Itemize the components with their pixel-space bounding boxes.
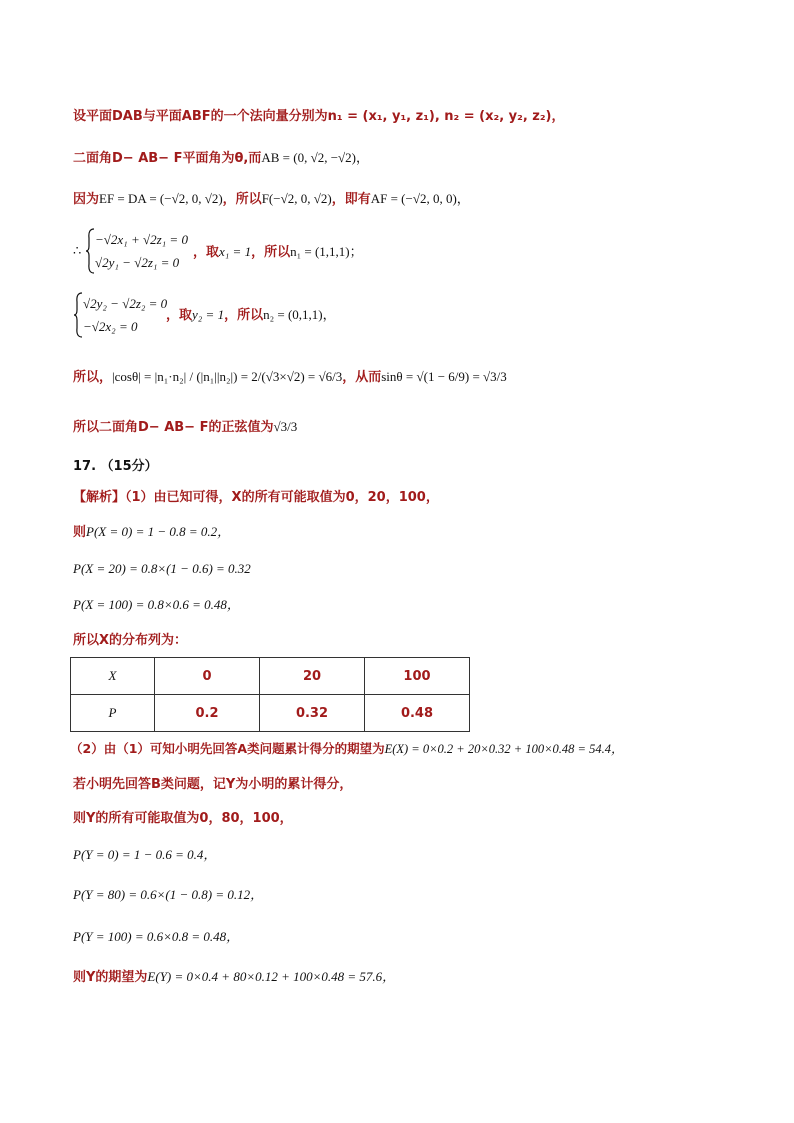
dihedral-angle-text: 二面角D− AB− F平面角为θ,而 xyxy=(73,151,262,166)
normal-vectors-line xyxy=(73,108,565,126)
prob-x0: P(X = 0) = 1 − 0.8 = 0.2， xyxy=(86,524,231,539)
sine-expression: sinθ = √(1 − 6/9) = √3/3 xyxy=(381,369,507,384)
table-cell: X xyxy=(71,658,155,695)
y-values-line: 则Y的所有可能取值为0，80，100， xyxy=(73,811,293,826)
prob-y100: P(Y = 100) = 0.6×0.8 = 0.48， xyxy=(73,929,240,944)
therefore-symbol: ∴ xyxy=(73,243,82,258)
dihedral-angle-line xyxy=(73,149,369,168)
distribution-table xyxy=(70,657,470,732)
prob-y80: P(Y = 80) = 0.6×(1 − 0.8) = 0.12， xyxy=(73,887,264,902)
sine-value-text: 所以二面角D− AB− F的正弦值为 xyxy=(73,420,274,435)
system1-brace xyxy=(85,228,95,274)
system2-eq2: −√2x₂ = 0 xyxy=(83,319,138,334)
prob-x20: P(X = 20) = 0.8×(1 − 0.6) = 0.32 xyxy=(73,561,251,576)
x1-condition: x₁ = 1 xyxy=(219,244,252,259)
so-label-2: ，所以 xyxy=(251,245,291,260)
take-label: ，取 xyxy=(193,245,220,260)
point-f: F(−√2, 0, √2) xyxy=(261,191,332,206)
table-row xyxy=(71,695,470,732)
question-17-header: 17. （15分） xyxy=(73,459,158,474)
table-cell: 0.32 xyxy=(260,695,365,732)
part2-line xyxy=(70,740,623,758)
cosine-line xyxy=(73,368,507,387)
y2-condition: y₂ = 1 xyxy=(192,307,225,322)
expectation-y-line xyxy=(73,968,395,987)
so-label-3: ，所以 xyxy=(224,308,264,323)
vector-af: AF = (−√2, 0, 0)， xyxy=(370,191,470,206)
system2-eq1: √2y₂ − √2z₂ = 0 xyxy=(83,296,168,311)
system1-eq1: −√2x₁ + √2z₁ = 0 xyxy=(95,232,188,247)
analysis-tag: 【解析】 xyxy=(73,490,126,505)
table-cell: 20 xyxy=(260,658,365,695)
then-label: 则 xyxy=(73,525,87,540)
part2-text: （2）由（1）可知小明先回答A类问题累计得分的期望为 xyxy=(70,741,385,756)
system1-eq2: √2y₁ − √2z₁ = 0 xyxy=(95,255,180,270)
table-cell: 0.48 xyxy=(365,695,470,732)
distribution-title: 所以X的分布列为： xyxy=(73,633,188,648)
expectation-x: E(X) = 0×0.2 + 20×0.32 + 100×0.48 = 54.4， xyxy=(384,742,624,756)
n2-result: n₂ = (0,1,1)， xyxy=(263,307,336,322)
table-cell: P xyxy=(71,695,155,732)
so-label-4: 所以， xyxy=(73,370,113,385)
sine-value-line xyxy=(73,418,297,437)
take-label-2: ，取 xyxy=(166,308,193,323)
vector-ef-line xyxy=(73,190,470,209)
analysis-text: （1）由已知可得，X的所有可能取值为0，20，100， xyxy=(125,490,439,505)
expectation-y: E(Y) = 0×0.4 + 80×0.12 + 100×0.48 = 57.6， xyxy=(147,969,396,984)
vector-ef-da: EF = DA = (−√2, 0, √2) xyxy=(99,191,223,206)
prob-y0: P(Y = 0) = 1 − 0.6 = 0.4， xyxy=(73,847,217,862)
thus-label: ，即有 xyxy=(331,192,371,207)
normal-vectors-text: 设平面DAB与平面ABF的一个法向量分别为n₁ = (x₁, y₁, z₁), n₂ = (x₂, y₂, z₂)， xyxy=(73,109,565,124)
prob-x100: P(X = 100) = 0.8×0.6 = 0.48， xyxy=(73,597,240,612)
analysis-line xyxy=(73,489,439,507)
because-label: 因为 xyxy=(73,192,100,207)
expectation-y-label: 则Y的期望为 xyxy=(73,970,148,985)
table-cell: 100 xyxy=(365,658,470,695)
system2-brace xyxy=(73,292,83,338)
hence-label: ，从而 xyxy=(342,370,382,385)
system1-result-line xyxy=(193,243,363,262)
system2-result-line xyxy=(166,306,336,325)
cosine-expression: |cosθ| = |n₁·n₂| / (|n₁||n₂|) = 2/(√3×√2) = √6/3 xyxy=(112,369,343,384)
sine-value: √3/3 xyxy=(273,419,298,434)
if-b-line: 若小明先回答B类问题，记Y为小明的累计得分， xyxy=(73,777,353,792)
n1-result: n₁ = (1,1,1)； xyxy=(290,244,363,259)
so-label: ，所以 xyxy=(222,192,262,207)
table-cell: 0.2 xyxy=(155,695,260,732)
vector-ab: AB = (0, √2, −√2)， xyxy=(261,150,370,165)
table-row xyxy=(71,658,470,695)
prob-x0-line xyxy=(73,523,230,542)
table-cell: 0 xyxy=(155,658,260,695)
